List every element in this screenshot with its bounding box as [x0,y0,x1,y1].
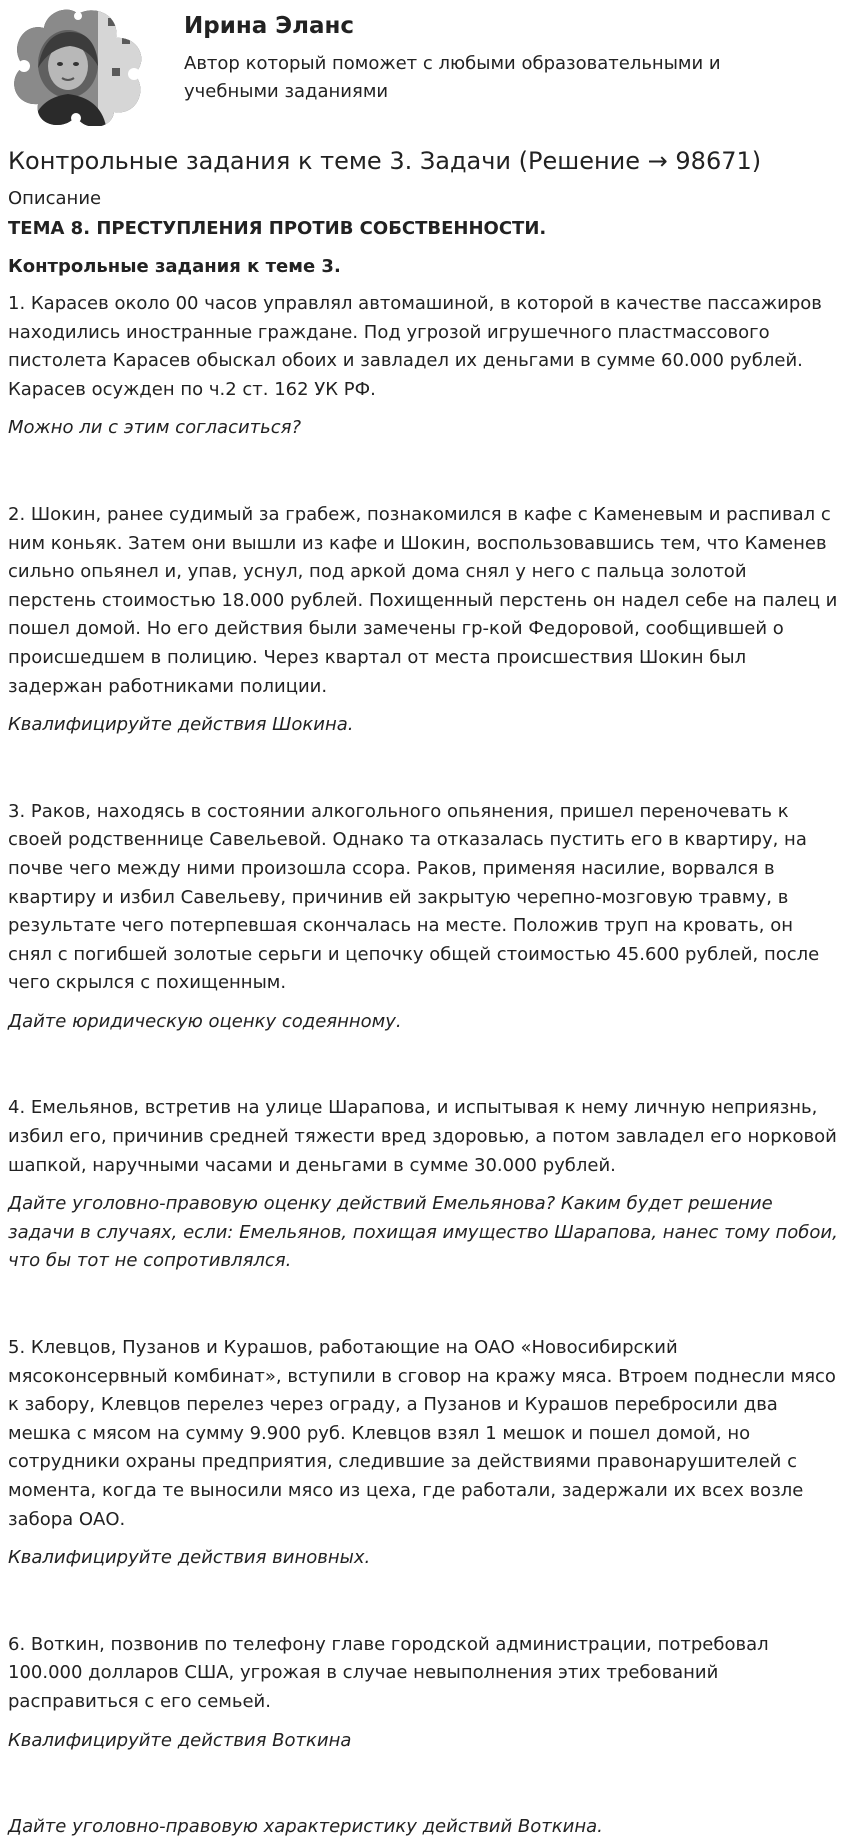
task-text: 6. Воткин, позвонив по телефону главе городской администрации, потребовал 100.000 долларов США, угрожая в случае невыполнения этих требований расправиться с его семьей. [8,1633,769,1712]
task-question: Дайте юридическую оценку содеянному. [8,1010,402,1032]
page-title: Контрольные задания к теме 3. Задачи (Решение → 98671) [8,147,762,175]
task-5 [8,1334,839,1573]
task-question: Можно ли с этим согласиться? [8,417,302,439]
task-1 [8,290,839,443]
subtitle-heading: Контрольные задания к теме 3. [8,256,341,277]
spacer [8,740,839,798]
author-description: Автор который поможет с любыми образовательными и учебными заданиями [184,53,721,102]
task-text: 4. Емельянов, встретив на улице Шарапова, и испытывая к нему личную неприязнь, избил его, причинив средней тяжести вред здоровью, а потом завладел его норковой шапкой, наручными часами и деньгами в сумме 30.000 рублей. [8,1097,837,1176]
task-text: 5. Клевцов, Пузанов и Курашов, работающие на ОАО «Новосибирский мясоконсервный комбинат», вступили в сговор на кражу мяса. Втроем поднесли мясо к забору, Клевцов перелез через ограду, а Пузанов и Курашов перебросили два мешка с мясом на сумму 9.900 руб. Клевцов взял 1 мешок и пошел домой, но сотрудники охраны предприятия, следившие за действиями правонарушителей с момента, когда те выносили мясо из цеха, где работали, задержали их всех возле забора ОАО. [8,1337,836,1530]
task-6 [8,1631,839,1755]
task-3 [8,798,839,1037]
task-text: 3. Раков, находясь в состоянии алкогольного опьянения, пришел переночевать к своей родственнице Савельевой. Однако та отказалась пустить его в квартиру, на почве чего между ними произошла ссора. Раков, применяя насилие, ворвался в квартиру и избил Савельеву, причинив ей закрытую черепно-мозговую травму, в результате чего потерпевшая скончалась на месте. Положив труп на кровать, он снял с погибшей золотые серьги и цепочку общей стоимостью 45.600 рублей, после чего скрылся с похищенным. [8,800,820,994]
task-question: Дайте уголовно-правовую оценку действий Емельянова? Каким будет решение задачи в случаях, если: Емельянов, похищая имущество Шарапова, нанес тому побои, что бы тот не сопротивлялся. [8,1193,838,1272]
task-2 [8,501,839,740]
avatar [8,8,148,126]
task-question: Квалифицируйте действия виновных. [8,1547,371,1569]
theme-heading: ТЕМА 8. ПРЕСТУПЛЕНИЯ ПРОТИВ СОБСТВЕННОСТИ. [8,218,547,239]
description-label: Описание [8,188,102,209]
author-block [8,0,839,134]
author-name[interactable]: Ирина Эланс [184,13,355,39]
task-question: Квалифицируйте действия Воткина [8,1729,352,1751]
task-text: 2. Шокин, ранее судимый за грабеж, познакомился в кафе с Каменевым и распивал с ним коньяк. Затем они вышли из кафе и Шокин, воспользовавшись тем, что Каменев сильно опьянел и, упав, уснул, под аркой дома снял у него с пальца золотой перстень стоимостью 18.000 рублей. Похищенный перстень он надел себе на палец и пошел домой. Но его действия были замечены гр-кой Федоровой, сообщившей о происшедшем в полицию. Через квартал от места происшествия Шокин был задержан работниками полиции. [8,503,838,697]
author-info [184,8,784,106]
spacer [8,1573,839,1631]
spacer [8,1755,839,1813]
spacer [8,1276,839,1334]
task-text: 1. Карасев около 00 часов управлял автомашиной, в которой в качестве пассажиров находились иностранные граждане. Под угрозой игрушечного пластмассового пистолета Карасев обыскал обоих и завладел их деньгами в сумме 60.000 рублей. Карасев осужден по ч.2 ст. 162 УК РФ. [8,293,822,400]
task-question: Квалифицируйте действия Шокина. [8,714,354,736]
spacer [8,1036,839,1094]
avatar-image [8,8,148,126]
final-question: Дайте уголовно-правовую характеристику действий Воткина. [8,1816,603,1838]
task-4 [8,1094,839,1276]
spacer [8,443,839,501]
